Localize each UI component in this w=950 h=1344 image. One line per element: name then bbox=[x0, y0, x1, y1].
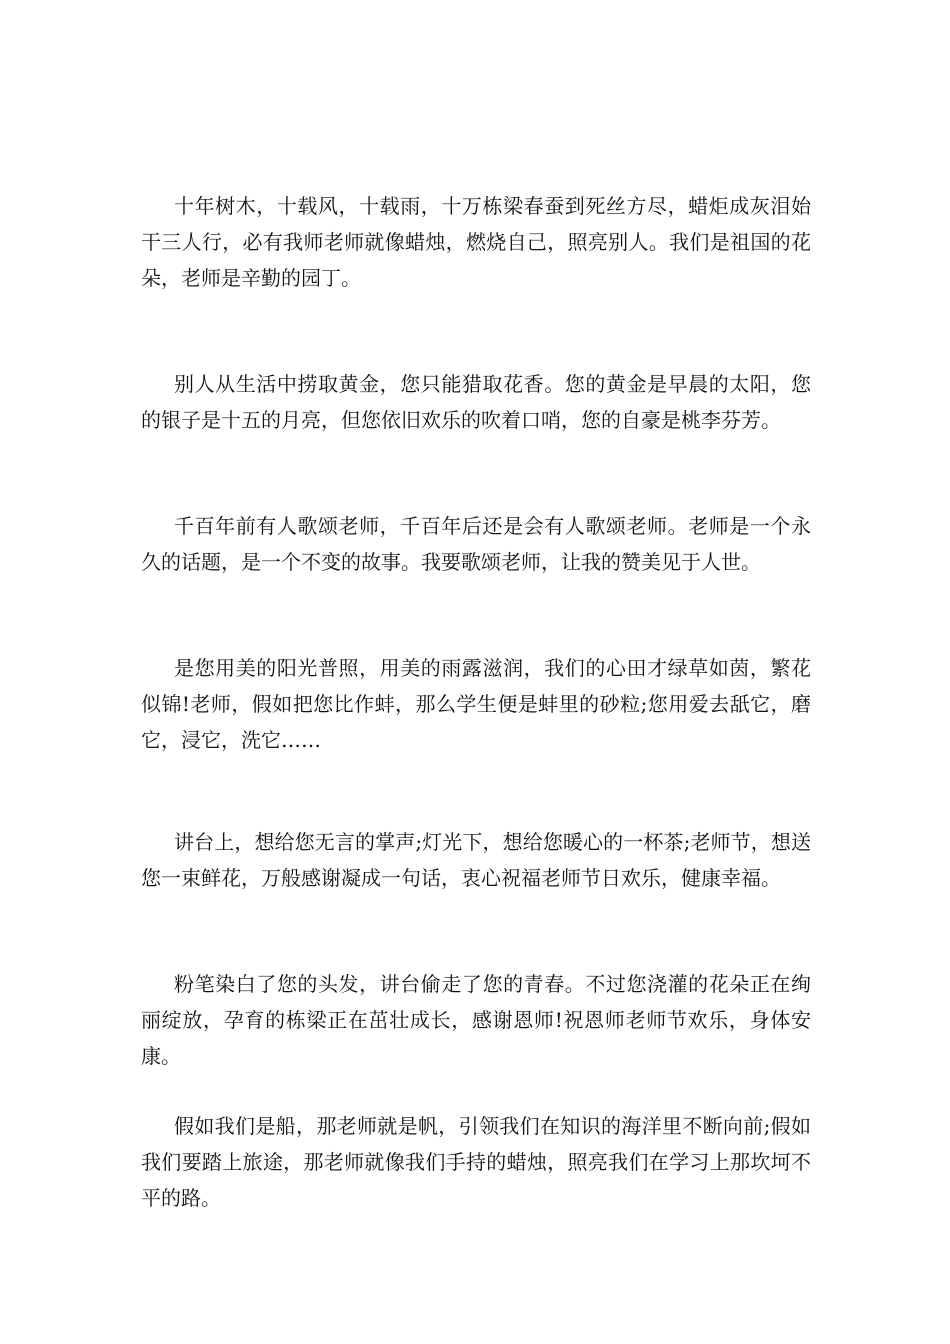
paragraph-1: 十年树木，十载风，十载雨，十万栋梁春蚕到死丝方尽，蜡炬成灰泪始干三人行，必有我师老师就像蜡烛，燃烧自己，照亮别人。我们是祖国的花朵，老师是辛勤的园丁。 bbox=[141, 194, 811, 290]
paragraph-5: 讲台上，想给您无言的掌声;灯光下，想给您暖心的一杯茶;老师节，想送您一束鲜花，万般感谢凝成一句话，衷心祝福老师节日欢乐，健康幸福。 bbox=[141, 830, 811, 890]
paragraph-2: 别人从生活中捞取黄金，您只能猎取花香。您的黄金是早晨的太阳，您的银子是十五的月亮，但您依旧欢乐的吹着口哨，您的自豪是桃李芬芳。 bbox=[141, 372, 811, 432]
paragraph-7: 假如我们是船，那老师就是帆，引领我们在知识的海洋里不断向前;假如我们要踏上旅途，那老师就像我们手持的蜡烛，照亮我们在学习上那坎坷不平的路。 bbox=[141, 1114, 811, 1210]
paragraph-3: 千百年前有人歌颂老师，千百年后还是会有人歌颂老师。老师是一个永久的话题，是一个不变的故事。我要歌颂老师，让我的赞美见于人世。 bbox=[141, 514, 811, 574]
paragraph-4: 是您用美的阳光普照，用美的雨露滋润，我们的心田才绿草如茵，繁花似锦!老师，假如把您比作蚌，那么学生便是蚌里的砂粒;您用爱去舐它，磨它，浸它，洗它…… bbox=[141, 656, 811, 752]
paragraph-6: 粉笔染白了您的头发，讲台偷走了您的青春。不过您浇灌的花朵正在绚丽绽放，孕育的栋梁正在茁壮成长，感谢恩师!祝恩师老师节欢乐，身体安康。 bbox=[141, 972, 811, 1068]
